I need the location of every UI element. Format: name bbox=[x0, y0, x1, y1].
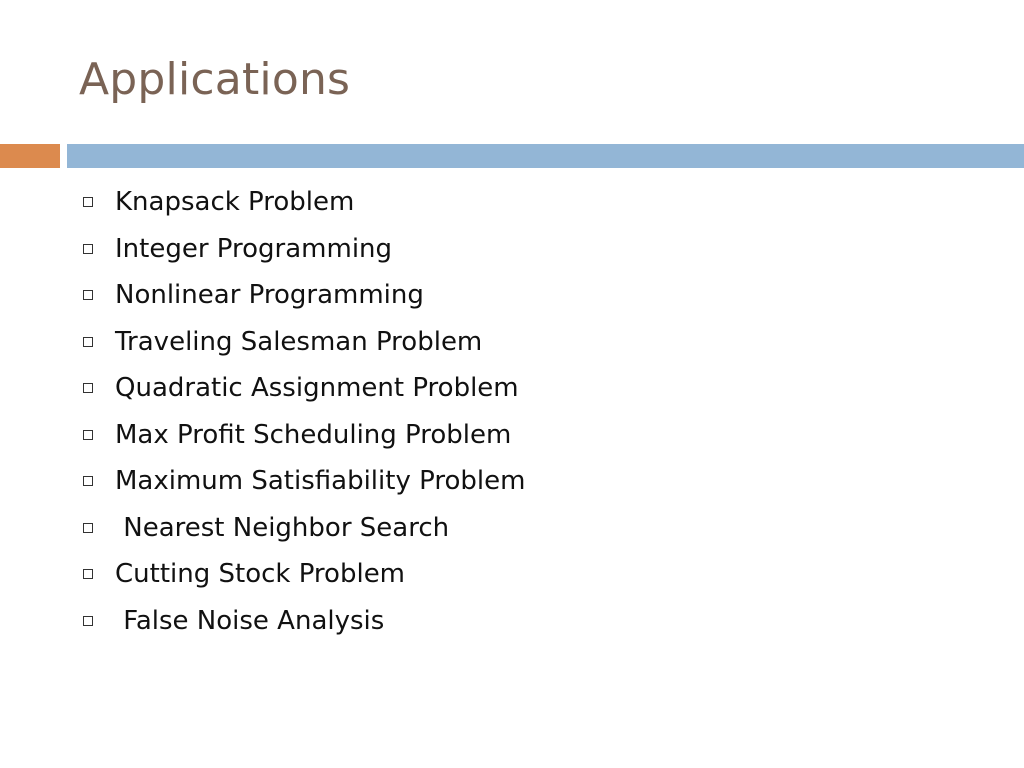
square-bullet-icon bbox=[83, 476, 93, 486]
square-bullet-icon bbox=[83, 337, 93, 347]
list-item bbox=[80, 505, 525, 552]
list-item bbox=[80, 551, 525, 598]
bullet-text: Nearest Neighbor Search bbox=[115, 512, 450, 543]
square-bullet-icon bbox=[83, 290, 93, 300]
square-bullet-icon bbox=[83, 197, 93, 207]
bullet-text: Integer Programming bbox=[115, 233, 393, 264]
list-item bbox=[80, 272, 525, 319]
square-bullet-icon bbox=[83, 244, 93, 254]
bullet-text: Nonlinear Programming bbox=[115, 280, 424, 311]
square-bullet-icon bbox=[83, 523, 93, 533]
bullet-text: Knapsack Problem bbox=[115, 187, 355, 218]
list-item bbox=[80, 179, 525, 226]
bullet-text: Quadratic Assignment Problem bbox=[115, 373, 519, 404]
list-item bbox=[80, 226, 525, 273]
list-item bbox=[80, 319, 525, 366]
bullet-text: False Noise Analysis bbox=[115, 605, 385, 636]
bullet-text: Maximum Satisfiability Problem bbox=[115, 466, 526, 497]
bullet-list bbox=[80, 179, 525, 644]
list-item bbox=[80, 598, 525, 645]
list-item bbox=[80, 458, 525, 505]
bullet-text: Cutting Stock Problem bbox=[115, 559, 406, 590]
square-bullet-icon bbox=[83, 430, 93, 440]
slide-title: Applications bbox=[79, 54, 351, 105]
title-accent-bar bbox=[0, 144, 60, 168]
bullet-text: Traveling Salesman Problem bbox=[115, 326, 483, 357]
title-divider-bar bbox=[67, 144, 1024, 168]
square-bullet-icon bbox=[83, 616, 93, 626]
square-bullet-icon bbox=[83, 383, 93, 393]
list-item bbox=[80, 365, 525, 412]
square-bullet-icon bbox=[83, 569, 93, 579]
bullet-text: Max Profit Scheduling Problem bbox=[115, 419, 512, 450]
list-item bbox=[80, 412, 525, 459]
